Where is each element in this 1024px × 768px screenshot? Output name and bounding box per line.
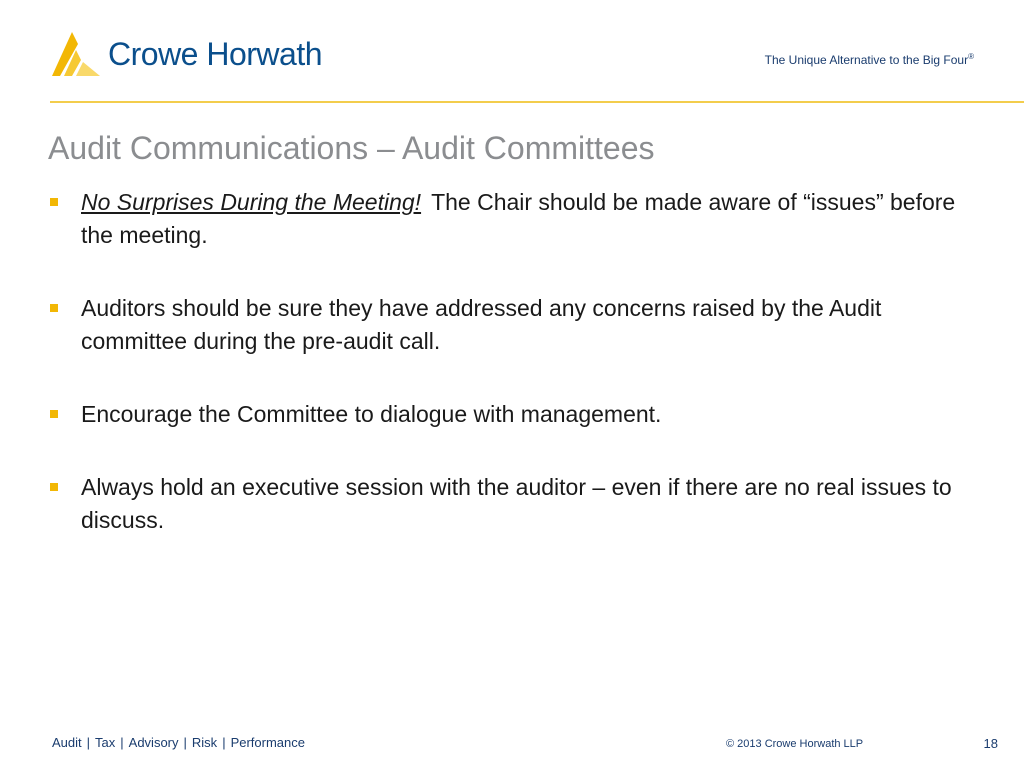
footer-separator: | xyxy=(86,735,91,750)
bullet-text: Encourage the Committee to dialogue with management. xyxy=(81,401,662,427)
footer-copyright: © 2013 Crowe Horwath LLP xyxy=(726,738,864,750)
footer-separator: | xyxy=(120,735,124,750)
footer-service-lines xyxy=(52,735,305,750)
footer-item-advisory: Advisory xyxy=(128,735,179,750)
footer-item-tax: Tax xyxy=(95,735,116,750)
bullet-emphasis: No Surprises During the Meeting! xyxy=(81,189,422,215)
bullet-text: The Chair should be made aware of “issues” before the meeting. xyxy=(81,189,956,248)
footer-separator: | xyxy=(183,735,187,750)
crowe-horwath-logo xyxy=(50,30,330,80)
bullet-item xyxy=(50,398,980,431)
bullet-text: Always hold an executive session with the auditor – even if there are no real issues to discuss. xyxy=(81,474,952,533)
page-number: 18 xyxy=(983,736,998,751)
page-title: Audit Communications – Audit Committees xyxy=(48,130,655,166)
footer-item-risk: Risk xyxy=(191,735,218,750)
footer-item-audit: Audit xyxy=(52,735,82,750)
bullet-item xyxy=(50,471,980,537)
brand-name: Crowe Horwath xyxy=(108,36,323,72)
bullet-list xyxy=(50,186,980,537)
square-bullet-icon xyxy=(50,304,58,312)
square-bullet-icon xyxy=(50,410,58,418)
tagline xyxy=(765,52,974,67)
footer-item-performance: Performance xyxy=(230,735,305,750)
bullet-text: Auditors should be sure they have addressed any concerns raised by the Audit committee during the pre-audit call. xyxy=(81,295,882,354)
square-bullet-icon xyxy=(50,198,58,206)
bullet-item xyxy=(50,186,980,252)
square-bullet-icon xyxy=(50,483,58,491)
registered-mark: ® xyxy=(968,52,974,61)
crowe-horwath-logo-icon xyxy=(50,30,102,78)
tagline-text: The Unique Alternative to the Big Four xyxy=(764,53,969,67)
footer-separator: | xyxy=(222,735,226,750)
header-divider xyxy=(50,101,1024,103)
bullet-item xyxy=(50,292,980,358)
